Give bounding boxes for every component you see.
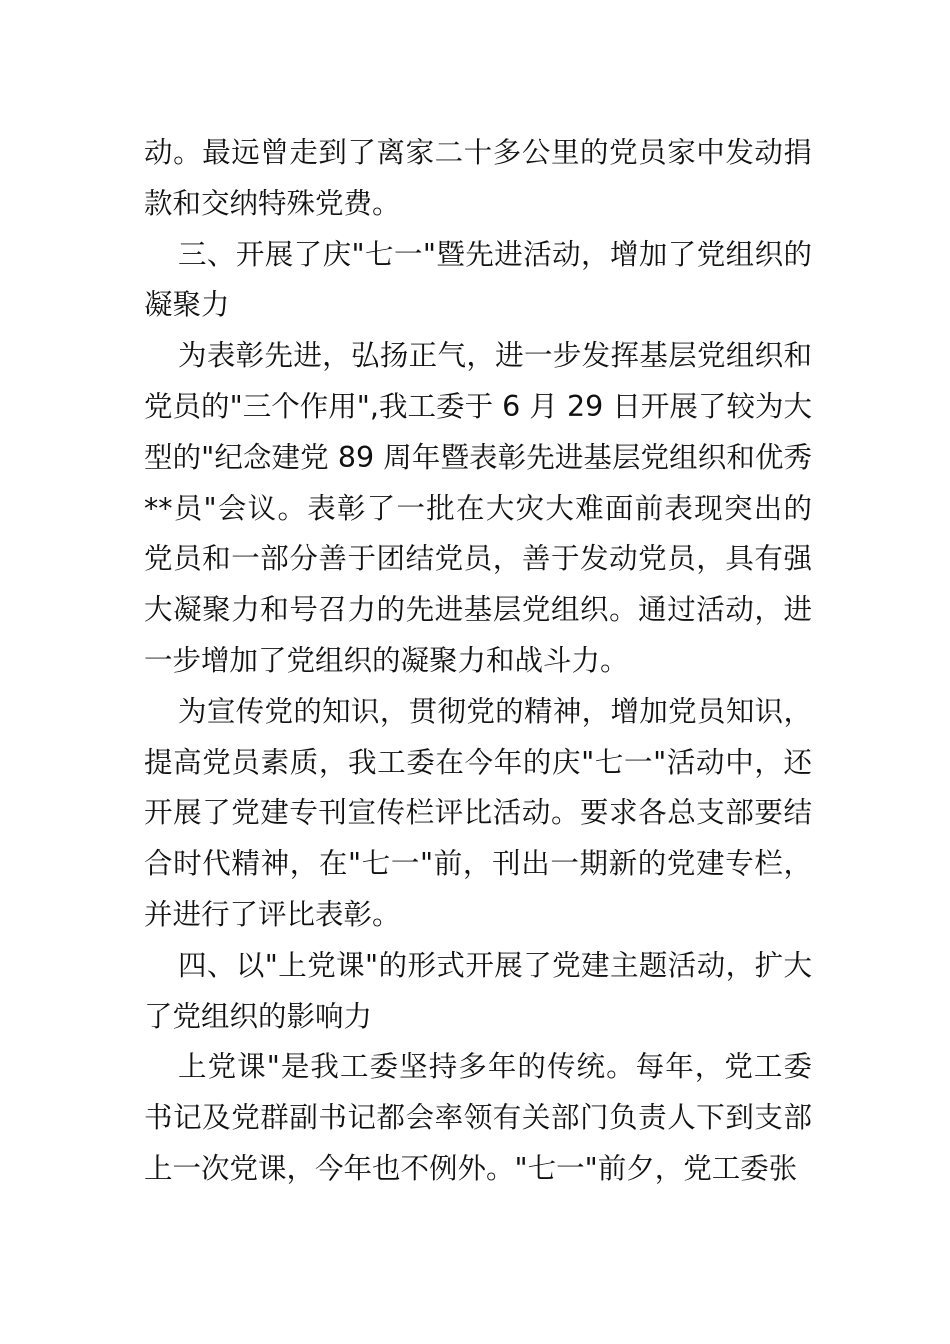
section-heading-3: 三、开展了庆"七一"暨先进活动，增加了党组织的凝聚力 (144, 237, 812, 322)
section-heading-4: 四、以"上党课"的形式开展了党建主题活动，扩大了党组织的影响力 (144, 948, 812, 1033)
paragraph-publicity: 为宣传党的知识，贯彻党的精神，增加党员知识，提高党员素质，我工委在今年的庆"七一"活动中，还开展了党建专刊宣传栏评比活动。要求各总支部要结合时代精神，在"七一"前，刊出一期新的党建专栏，并进行了评比表彰。 (144, 694, 812, 931)
paragraph-commendation: 为表彰先进，弘扬正气，进一步发挥基层党组织和党员的"三个作用",我工委于 6 月 29 日开展了较为大型的"纪念建党 89 周年暨表彰先进基层党组织和优秀**员"会议。表彰了一批在大灾大难面前表现突出的党员和一部分善于团结党员，善于发动党员，具有强大凝聚力和号召力的先进基层党组织。通过活动，进一步增加了党组织的凝聚力和战斗力。 (144, 339, 812, 677)
paragraph-continuation: 动。最远曾走到了离家二十多公里的党员家中发动捐款和交纳特殊党费。 (144, 136, 812, 220)
document-page (144, 128, 812, 1195)
paragraph-party-lesson: 上党课"是我工委坚持多年的传统。每年，党工委书记及党群副书记都会率领有关部门负责人下到支部上一次党课，今年也不例外。"七一"前夕，党工委张 (144, 1050, 812, 1185)
